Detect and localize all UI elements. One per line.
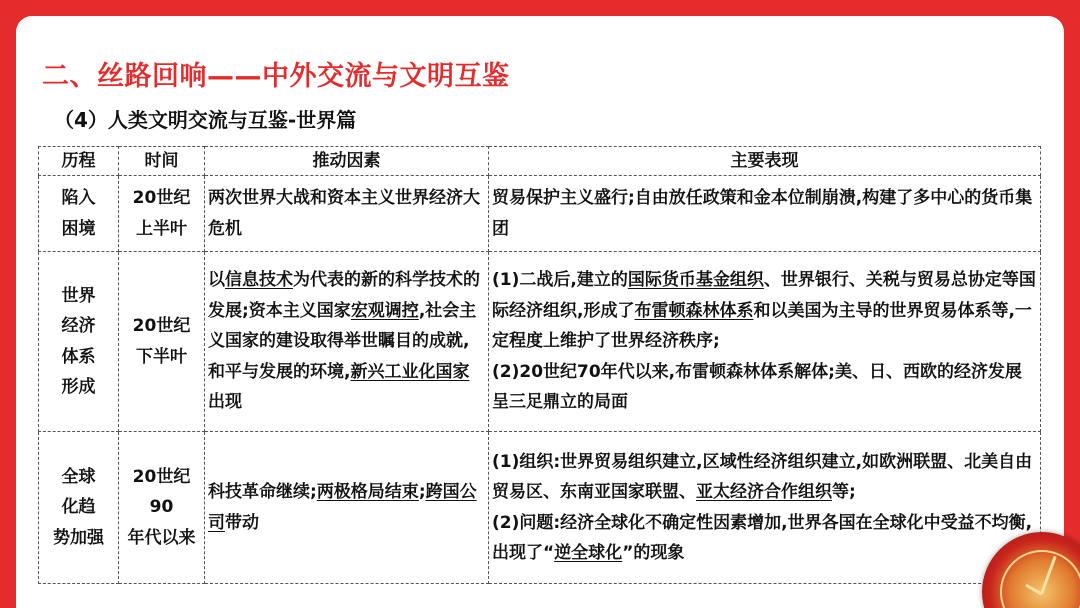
cell-stage: 陷入 困境 <box>39 176 119 252</box>
factor-text: 科技革命继续; <box>208 482 317 502</box>
cell-time: 20世纪 下半叶 <box>119 252 205 432</box>
performance-text: (2)问题:经济全球化不确定性因素增加,世界各国在全球化中受益不均衡,出现了“ <box>492 512 1033 563</box>
performance-text: 、世界银行、关税与贸易总协定等国际经济组织,形成了 <box>492 270 1036 321</box>
factor-text: 出现 <box>208 392 242 413</box>
performance-text: 和以美国为主导的世界贸易体系等,一定程度上维护了世界经济秩序; <box>492 300 1032 352</box>
performance-text: ”的现象 <box>622 543 685 563</box>
cell-stage: 世界 经济 体系 形成 <box>39 252 119 432</box>
cell-performance <box>489 252 1041 432</box>
cell-factors <box>205 176 489 252</box>
cell-time: 20世纪 上半叶 <box>119 176 205 252</box>
performance-key-term: 逆全球化 <box>554 543 623 563</box>
factor-text: 两次世界大战和资本主义世界经济大危机 <box>208 188 480 239</box>
header-factors: 推动因素 <box>205 147 489 176</box>
factor-text: ,社会主义国家的建设取得举世瞩目的成就,和平与发展的环境, <box>208 300 477 382</box>
performance-text: 贸易保护主义盛行;自由放任政策和金本位制崩溃,构建了多中心的货币集团 <box>492 188 1033 239</box>
performance-text: (1)组织:世界贸易组织建立,区域性经济组织建立,如欧洲联盟、北美自由贸易区、东南亚国家联盟、 <box>492 451 1033 502</box>
cell-performance <box>489 176 1041 252</box>
performance-text: 等; <box>832 482 856 502</box>
header-stage: 历程 <box>39 147 119 176</box>
performance-text: (1)二战后,建立的 <box>492 270 628 291</box>
table-row <box>39 252 1041 432</box>
performance-text: (2)20世纪70年代以来,布雷顿森林体系解体;美、日、西欧的经济发展呈三足鼎立的局面 <box>492 361 1022 413</box>
factor-key-term: 新兴工业化国家 <box>350 361 470 382</box>
table-row <box>39 176 1041 252</box>
performance-key-term: 布雷顿森林体系 <box>634 300 754 321</box>
factor-text: 带动 <box>225 512 259 533</box>
factor-key-term: 两极格局结束 <box>316 482 419 502</box>
cell-factors <box>205 432 489 584</box>
cell-time: 20世纪 90 年代以来 <box>119 432 205 584</box>
table-header-row <box>39 147 1041 176</box>
factor-key-term: 跨国公司 <box>208 482 477 533</box>
slide <box>16 16 1064 608</box>
cell-stage: 全球 化趋 势加强 <box>39 432 119 584</box>
factor-key-term: 信息技术 <box>225 270 293 291</box>
section-subtitle: （4）人类文明交流与互鉴-世界篇 <box>54 108 357 132</box>
performance-key-term: 国际货币基金组织 <box>627 270 764 291</box>
factor-text: 以 <box>208 270 225 291</box>
factor-text: ; <box>418 482 426 502</box>
table-row <box>39 432 1041 584</box>
factor-key-term: 宏观调控 <box>350 300 419 321</box>
clock-face <box>1000 550 1080 608</box>
cell-performance <box>489 432 1041 584</box>
cell-factors <box>205 252 489 432</box>
history-table <box>38 146 1041 584</box>
factor-text: 为代表的新的科学技术的发展;资本主义国家 <box>208 270 480 321</box>
header-performance: 主要表现 <box>489 147 1041 176</box>
page-title: 二、丝路回响——中外交流与文明互鉴 <box>42 61 510 92</box>
performance-key-term: 亚太经济合作组织 <box>696 482 832 502</box>
header-time: 时间 <box>119 147 205 176</box>
